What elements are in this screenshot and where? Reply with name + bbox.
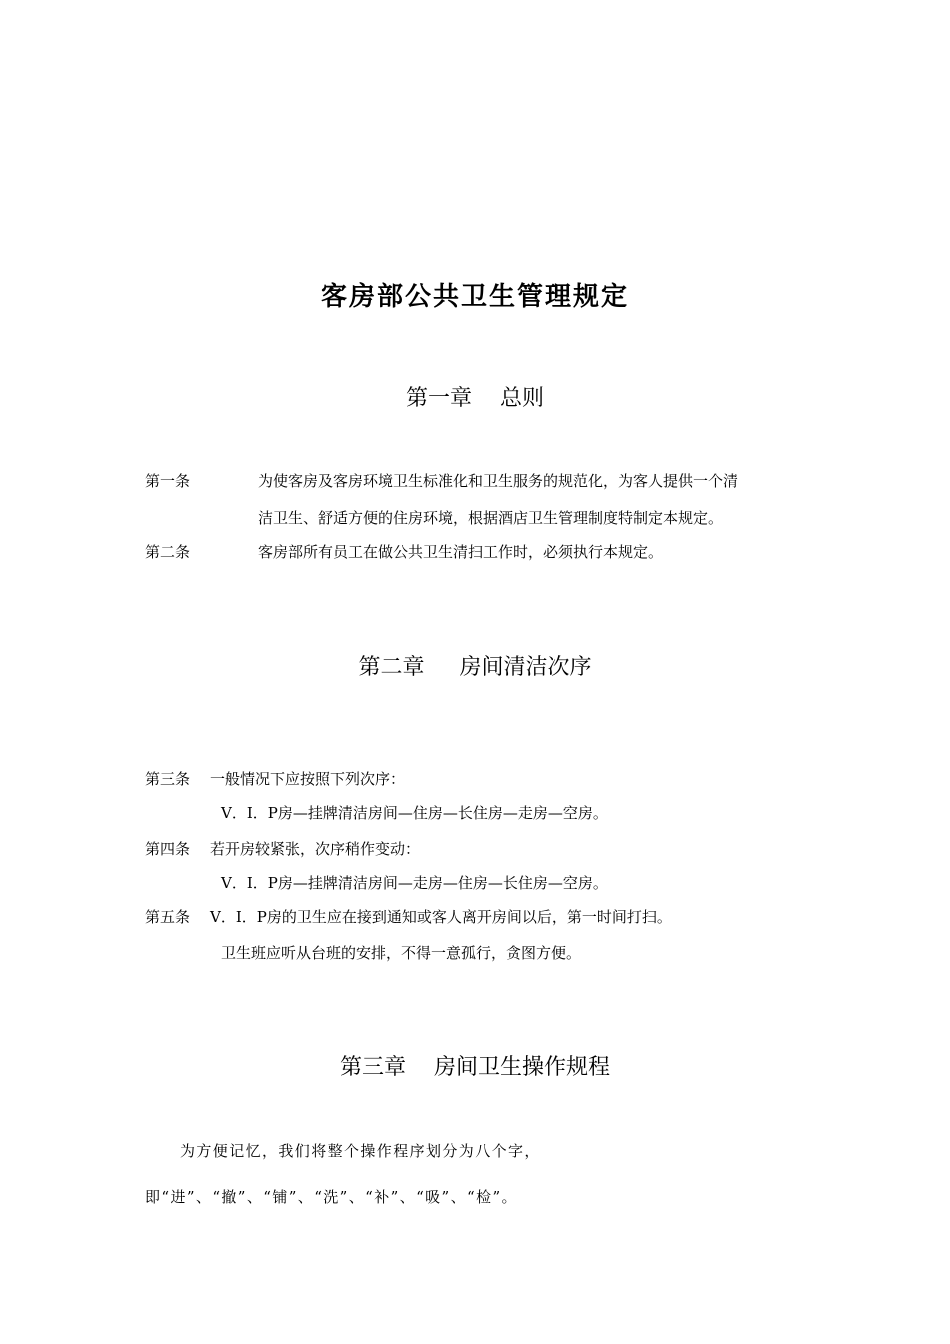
chapter-2-heading: 第二章 房间清洁次序 bbox=[358, 655, 592, 680]
article-5-note: 卫生班应听从台班的安排，不得一意孤行，贪图方便。 bbox=[221, 944, 582, 962]
article-1-label: 第一条 bbox=[145, 472, 191, 490]
chapter-3-intro-paragraph: 为方便记忆，我们将整个操作程序划分为八个字，即“进”、“撤”、“铺”、“洗”、“补”、“吸”、“检”。 bbox=[145, 1142, 541, 1206]
article-2-line-1: 客房部所有员工在做公共卫生清扫工作时，必须执行本规定。 bbox=[258, 543, 664, 561]
article-4-label: 第四条 bbox=[145, 840, 191, 858]
article-5-text: V．I．P房的卫生应在接到通知或客人离开房间以后，第一时间打扫。 bbox=[210, 908, 672, 926]
article-5-label: 第五条 bbox=[145, 908, 191, 926]
article-3-sequence: V．I．P房—挂牌清洁房间—住房—长住房—走房—空房。 bbox=[221, 804, 608, 822]
article-3-text: 一般情况下应按照下列次序： bbox=[210, 770, 406, 788]
article-3-label: 第三条 bbox=[145, 770, 191, 788]
chapter-3-heading: 第三章 房间卫生操作规程 bbox=[340, 1055, 610, 1080]
article-2-label: 第二条 bbox=[145, 543, 191, 561]
article-4-sequence: V．I．P房—挂牌清洁房间—走房—住房—长住房—空房。 bbox=[221, 874, 608, 892]
article-4-text: 若开房较紧张，次序稍作变动： bbox=[210, 840, 421, 858]
article-1-line-2: 洁卫生、舒适方便的住房环境，根据酒店卫生管理制度特制定本规定。 bbox=[258, 509, 724, 527]
document-title: 客房部公共卫生管理规定 bbox=[320, 282, 629, 312]
article-1-line-1: 为使客房及客房环境卫生标准化和卫生服务的规范化，为客人提供一个清 bbox=[258, 472, 739, 490]
chapter-1-heading: 第一章 总则 bbox=[406, 386, 544, 411]
